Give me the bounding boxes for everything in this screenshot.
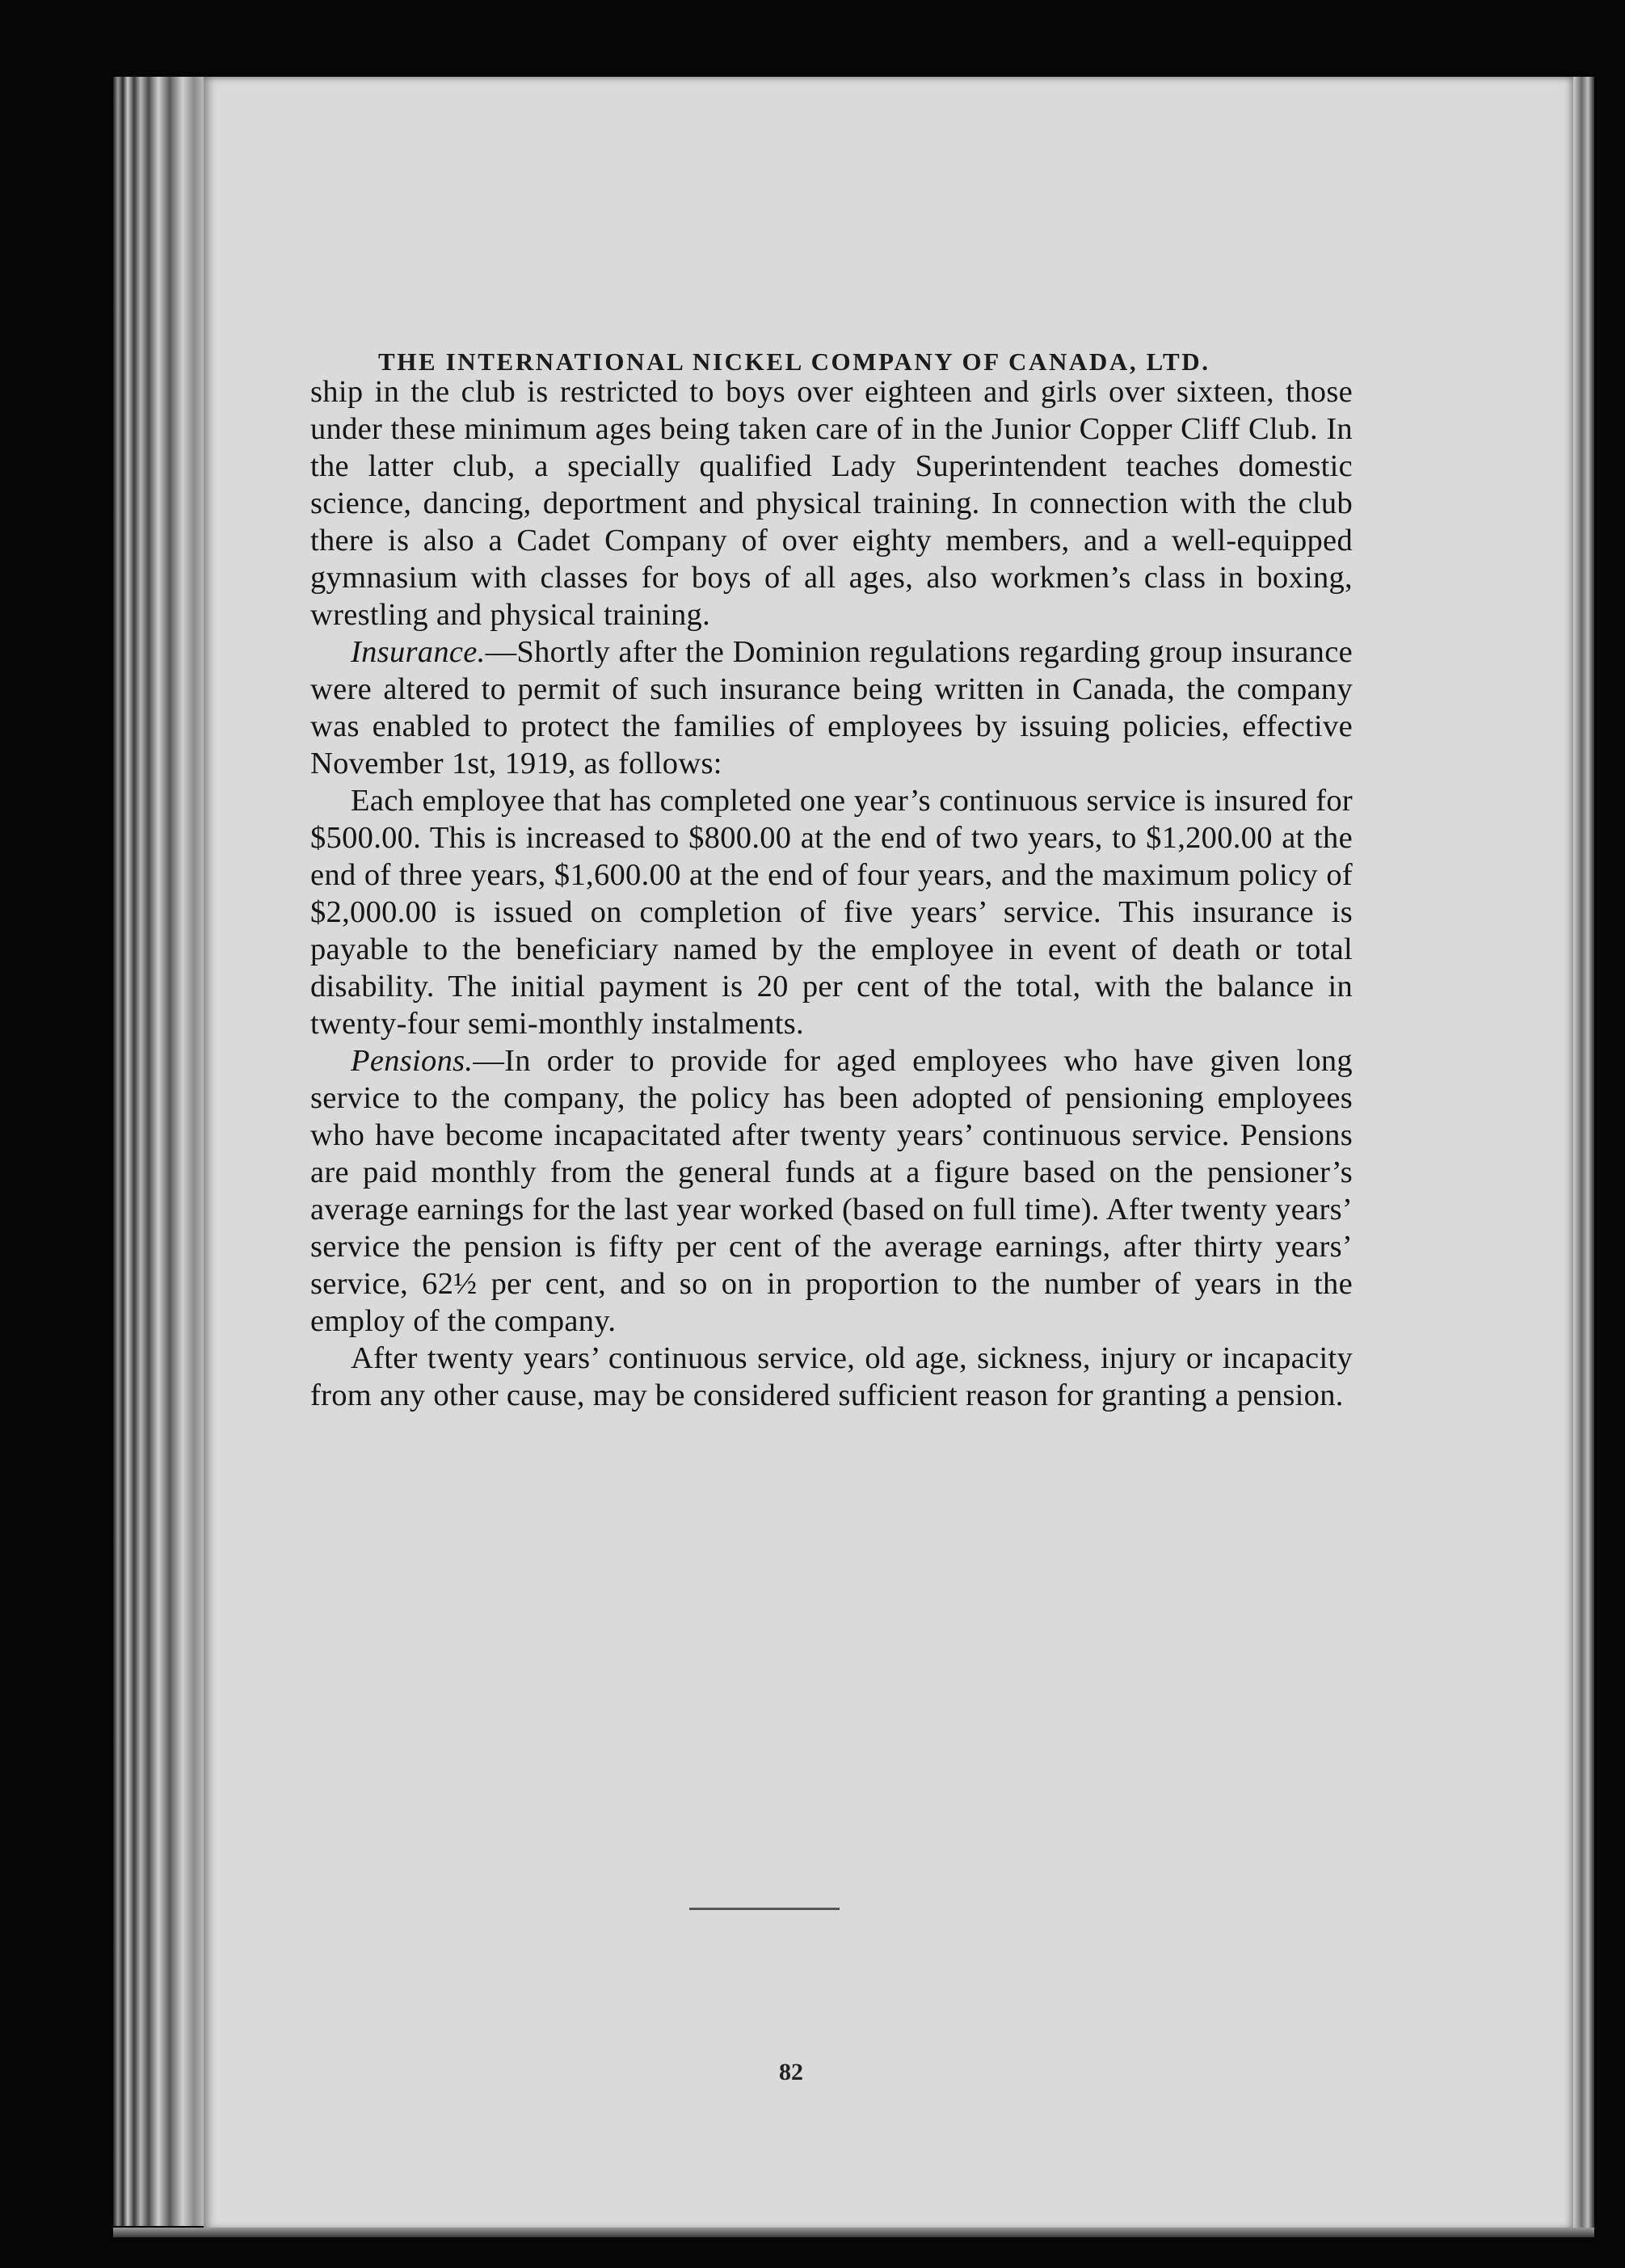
page-right-edge <box>1573 77 1594 2230</box>
section-rule <box>689 1908 840 1910</box>
page-bottom-edge <box>113 2228 1594 2237</box>
page-edge-stack <box>113 77 210 2226</box>
insurance-lead-in: Insurance. <box>351 635 486 669</box>
running-head: THE INTERNATIONAL NICKEL COMPANY OF CANADA, LTD. <box>378 347 1210 376</box>
body-text <box>310 373 1353 1414</box>
paragraph-insurance-schedule: Each employee that has completed one year’s continuous service is insured for $500.00. This is increased to $800.00 at the end of two years, to $1,200.00 at the end of three years, $1,600.00 at the end of four years, and the maximum policy of $2,000.00 is issued on completion of five years’ service. This insurance is payable to the beneficiary named by the employee in event of death or total disability. The initial payment is 20 per cent of the total, with the balance in twenty-four semi-monthly instalments. <box>310 784 1353 1041</box>
page-number: 82 <box>779 2059 803 2085</box>
pensions-lead-in: Pensions. <box>351 1044 474 1078</box>
insurance-text: —Shortly after the Dominion regulations regarding group insurance were altered to permit of such insurance being written in Canada, the company was enabled to protect the families of employees by issuing policies, effective November 1st, 1919, as follows: <box>310 635 1353 781</box>
paragraph-insurance <box>310 633 1353 782</box>
paragraph-pensions <box>310 1042 1353 1340</box>
paragraph-club: ship in the club is restricted to boys over eighteen and girls over sixteen, those under these minimum ages being taken care of in the Junior Copper Cliff Club. In the latter club, a specially qualified Lady Superintendent teaches domestic science, dancing, deportment and physical training. In connection with the club there is also a Cadet Company of over eighty members, and a well-equipped gymnasium with classes for boys of all ages, also workmen’s class in boxing, wrestling and physical training. <box>310 375 1353 632</box>
pensions-text: —In order to provide for aged employees who have given long service to the company, the policy has been adopted of pensioning employees who have become incapacitated after twenty years’ continuous service. Pensions are paid monthly from the general funds at a figure based on the pensioner’s average earnings for the last year worked (based on full time). After twenty years’ service the pension is fifty per cent of the average earnings, after thirty years’ service, 62½ per cent, and so on in proportion to the number of years in the employ of the company. <box>310 1044 1353 1338</box>
paragraph-pension-eligibility: After twenty years’ continuous service, old age, sickness, injury or incapacity from any other cause, may be considered sufficient reason for granting a pension. <box>310 1341 1353 1412</box>
